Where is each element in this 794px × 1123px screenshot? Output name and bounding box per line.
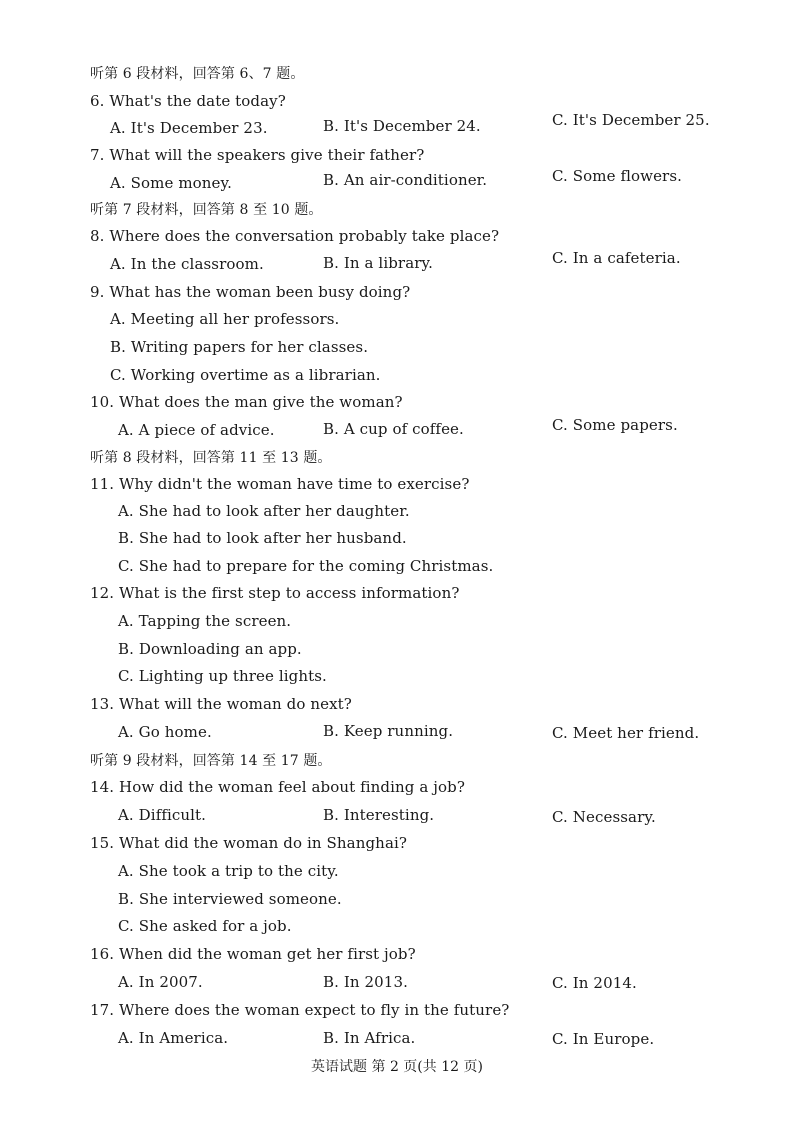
question-7: 7. What will the speakers give their father?: [90, 146, 425, 164]
question-10: 10. What does the man give the woman?: [90, 393, 403, 411]
section-header-9: 听第 9 段材料，回答第 14 至 17 题。: [90, 753, 332, 769]
q14-option-b: B. Interesting.: [323, 806, 435, 824]
question-9: 9. What has the woman been busy doing?: [90, 283, 411, 301]
question-15: 15. What did the woman do in Shanghai?: [90, 834, 408, 852]
page-footer: 英语试题 第 2 页(共 12 页): [311, 1059, 483, 1075]
q6-option-b: B. It's December 24.: [323, 117, 481, 135]
q10-option-a: A. A piece of advice.: [118, 421, 275, 439]
q17-option-c: C. In Europe.: [552, 1030, 655, 1048]
q8-option-c: C. In a cafeteria.: [552, 249, 681, 267]
q14-option-a: A. Difficult.: [118, 806, 207, 824]
q6-option-a: A. It's December 23.: [110, 119, 268, 137]
q12-option-a: A. Tapping the screen.: [118, 612, 292, 630]
question-8: 8. Where does the conversation probably take place?: [90, 227, 500, 245]
q16-option-c: C. In 2014.: [552, 974, 637, 992]
question-12: 12. What is the first step to access information?: [90, 584, 460, 602]
section-header-6: 听第 6 段材料，回答第 6、7 题。: [90, 66, 305, 82]
q15-option-b: B. She interviewed someone.: [118, 890, 342, 908]
q17-option-b: B. In Africa.: [323, 1029, 416, 1047]
question-17: 17. Where does the woman expect to fly in the future?: [90, 1001, 510, 1019]
q15-option-a: A. She took a trip to the city.: [118, 862, 339, 880]
q7-option-a: A. Some money.: [110, 174, 232, 192]
question-14: 14. How did the woman feel about finding a job?: [90, 778, 465, 796]
question-13: 13. What will the woman do next?: [90, 695, 352, 713]
question-11: 11. Why didn't the woman have time to exercise?: [90, 475, 470, 493]
q9-option-c: C. Working overtime as a librarian.: [110, 366, 381, 384]
question-16: 16. When did the woman get her first job?: [90, 945, 416, 963]
q16-option-a: A. In 2007.: [118, 973, 203, 991]
q13-option-b: B. Keep running.: [323, 722, 454, 740]
q10-option-b: B. A cup of coffee.: [323, 420, 464, 438]
question-6: 6. What's the date today?: [90, 92, 286, 110]
q10-option-c: C. Some papers.: [552, 416, 678, 434]
q11-option-c: C. She had to prepare for the coming Christmas.: [118, 557, 494, 575]
q13-option-a: A. Go home.: [118, 723, 212, 741]
q15-option-c: C. She asked for a job.: [118, 917, 292, 935]
q14-option-c: C. Necessary.: [552, 808, 656, 826]
q13-option-c: C. Meet her friend.: [552, 724, 700, 742]
q17-option-a: A. In America.: [118, 1029, 229, 1047]
q16-option-b: B. In 2013.: [323, 973, 408, 991]
section-header-7: 听第 7 段材料，回答第 8 至 10 题。: [90, 202, 323, 218]
q7-option-b: B. An air-conditioner.: [323, 171, 488, 189]
q7-option-c: C. Some flowers.: [552, 167, 682, 185]
q8-option-a: A. In the classroom.: [110, 255, 264, 273]
q8-option-b: B. In a library.: [323, 254, 433, 272]
q11-option-a: A. She had to look after her daughter.: [118, 502, 410, 520]
q12-option-c: C. Lighting up three lights.: [118, 667, 327, 685]
q11-option-b: B. She had to look after her husband.: [118, 529, 407, 547]
q9-option-a: A. Meeting all her professors.: [110, 310, 340, 328]
q9-option-b: B. Writing papers for her classes.: [110, 338, 369, 356]
q6-option-c: C. It's December 25.: [552, 111, 710, 129]
q12-option-b: B. Downloading an app.: [118, 640, 302, 658]
section-header-8: 听第 8 段材料，回答第 11 至 13 题。: [90, 450, 332, 466]
